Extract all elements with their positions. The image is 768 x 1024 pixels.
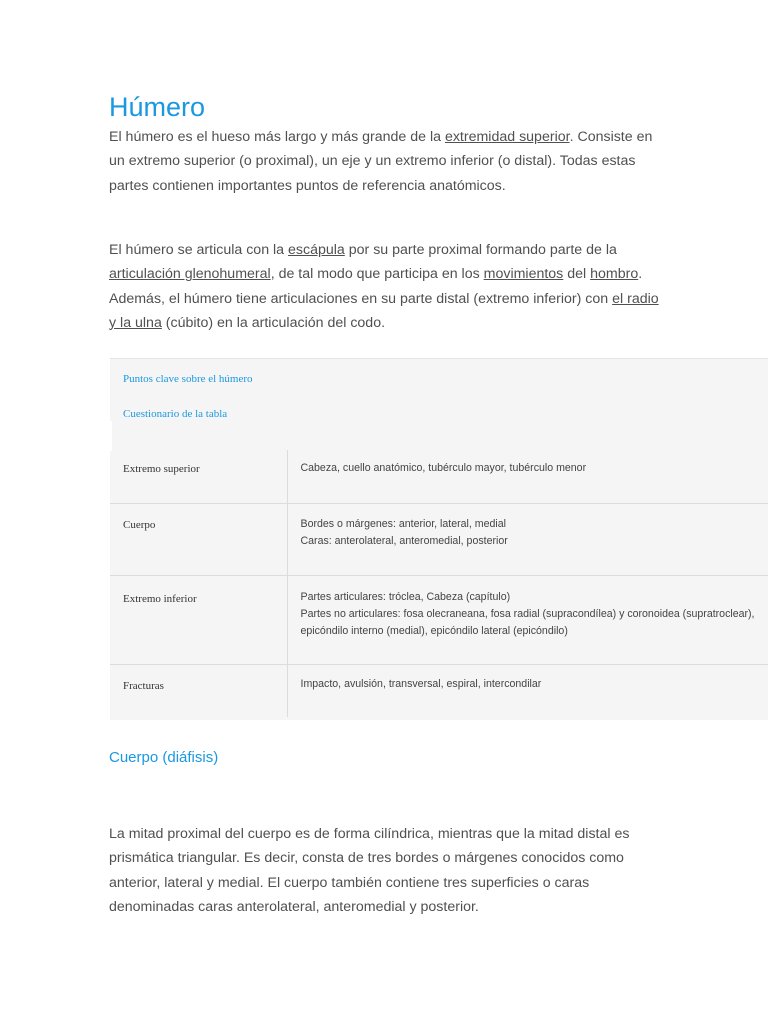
section-heading-cuerpo: Cuerpo (diáfisis) [109,749,219,766]
key-points-table [110,450,768,717]
link-movimientos[interactable]: movimientos [483,266,564,283]
key-points-box [110,358,768,720]
row-value-line: Caras: anterolateral, anteromedial, posterior [300,534,508,547]
cuerpo-paragraph: La mitad proximal del cuerpo es de forma cilíndrica, mientras que la mitad distal es prismática triangular. Es decir, consta de tres bordes o márgenes conocidos como anterior, lateral y medial. El cuerpo también contiene tres superficies o caras denominadas caras anterolateral, anteromedial y posterior. [109,826,630,915]
link-escapula[interactable]: escápula [288,242,345,258]
row-value-line: Partes articulares: tróclea, Cabeza (capítulo) [300,590,511,603]
row-value [287,575,768,664]
row-value [287,503,768,575]
articulation-text-4: del [563,266,591,283]
row-value [287,664,768,717]
articulation-text-5: . Además, el húmero tiene articulaciones en su parte distal (extremo inferior) con [109,266,643,307]
link-extremidad-superior[interactable]: extremidad superior [444,129,570,145]
row-value-line: Impacto, avulsión, transversal, espiral, intercondilar [300,677,542,690]
link-radio-ulna[interactable]: el radio y la ulna [109,290,659,331]
articulation-text-6: (cúbito) en la articulación del codo. [161,314,386,331]
link-articulacion-glenohumeral[interactable]: articulación glenohumeral [109,266,271,283]
row-label: Fracturas [110,664,287,717]
row-label: Extremo superior [110,450,287,503]
table-row [110,503,768,575]
key-points-title[interactable]: Puntos clave sobre el húmero [123,373,253,385]
row-value-line: Bordes o márgenes: anterior, lateral, medial [300,517,507,530]
row-label: Extremo inferior [110,575,287,664]
box-edge-mask [110,421,112,451]
row-value-line: Cabeza, cuello anatómico, tubérculo mayor, tubérculo menor [300,462,587,474]
articulation-text-2: por su parte proximal formando parte de la [344,242,617,258]
row-label: Cuerpo [110,503,287,575]
intro-text-2: . Consiste en un extremo superior (o proximal), un eje y un extremo inferior (o distal). Todas estas partes contienen importantes puntos de referencia anatómicos. [109,129,653,194]
articulation-text-1: El húmero se articula con la [109,242,289,258]
row-value-line: Partes no articulares: fosa olecraneana, fosa radial (supracondílea) y coronoidea (supratroclear), epicóndilo interno (medial), epicóndilo lateral (epicóndilo) [300,607,755,638]
intro-text-1: El húmero es el hueso más largo y más grande de la [109,129,445,145]
table-row [110,664,768,717]
table-row [110,450,768,503]
page-title: Húmero [109,92,206,122]
link-hombro[interactable]: hombro [590,266,639,283]
row-value [287,450,768,503]
table-quiz-link[interactable]: Cuestionario de la tabla [123,408,228,420]
table-row [110,575,768,664]
intro-paragraph [109,125,669,198]
articulation-paragraph [109,238,669,335]
articulation-text-3: , de tal modo que participa en los [270,266,484,283]
